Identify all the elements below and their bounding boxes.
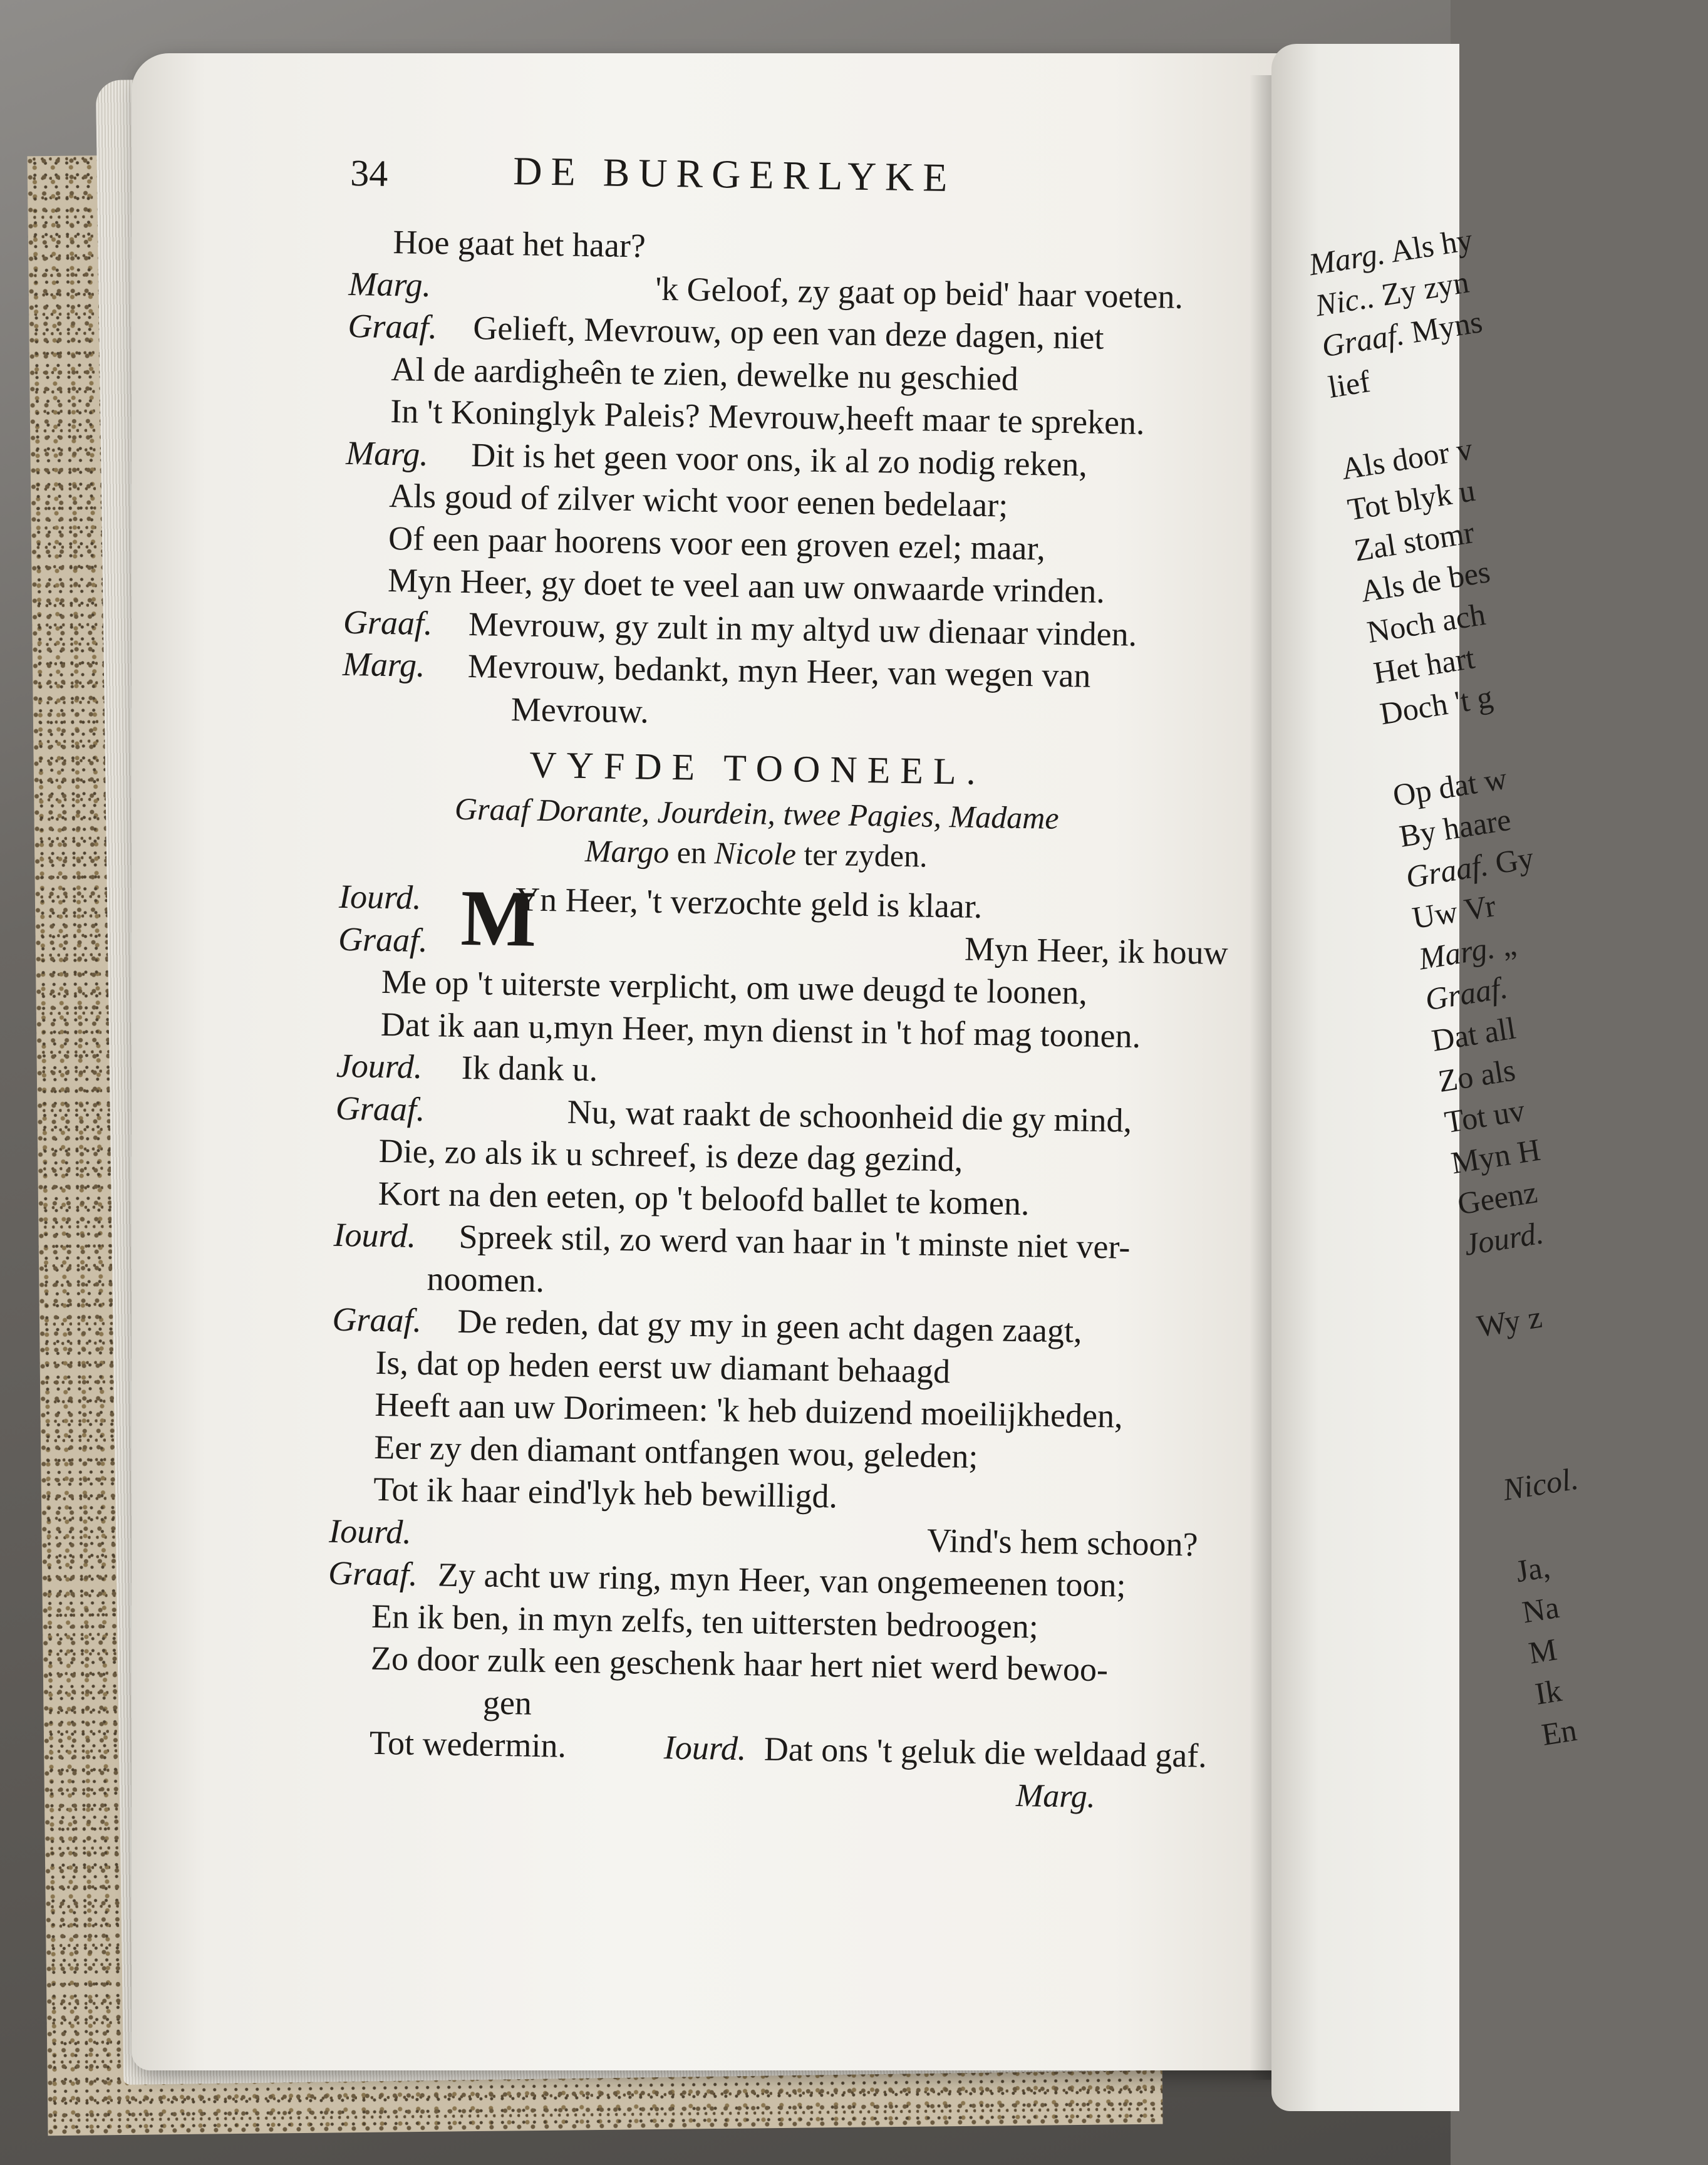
speaker-label: Graaf. [348, 306, 438, 346]
right-page-text: „ [1499, 926, 1519, 963]
verse-text: Dat ik aan u,myn Heer, myn dienst in 't hof mag toonen. [380, 1005, 1141, 1055]
verse-text: In 't Koninglyk Paleis? Mevrouw,heeft maar te spreken. [390, 392, 1146, 442]
right-page-speaker: Graaf. [1422, 969, 1510, 1017]
right-page-text: Geenz [1455, 1174, 1540, 1222]
page-text-block [324, 145, 1321, 1821]
right-page-speaker: Marg. [1306, 235, 1387, 283]
verse-text: Als goud of zilver wicht voor eenen bedelaar; [388, 477, 1008, 524]
speaker-label: Graaf. [335, 1089, 425, 1128]
speaker-label: Graaf. [328, 1554, 418, 1593]
verse-text: Zy acht uw ring, myn Heer, van ongemeenen toon; [437, 1555, 1127, 1604]
speaker-label: Marg. [348, 264, 432, 304]
right-page-speaker: Graaf. [1319, 316, 1407, 364]
verse-text: noomen. [427, 1259, 545, 1299]
verse-text: Heeft aan uw Dorimeen: 'k heb duizend moeilijkheden, [374, 1385, 1124, 1435]
right-page-text: lief [1325, 363, 1373, 405]
right-page-speaker: Jourd. [1461, 1215, 1546, 1262]
running-title: DE BURGERLYKE [512, 148, 956, 200]
verse-text: 'k Geloof, zy gaat op beid' haar voeten. [655, 269, 1184, 316]
stage-name-nicole: Nicole [714, 835, 797, 872]
right-page-text: M [1526, 1631, 1560, 1671]
verse-text: Dat ons 't geluk die weldaad gaf. [763, 1730, 1208, 1775]
right-page-text: Ik [1533, 1672, 1565, 1711]
catchword: Marg. [1015, 1777, 1096, 1815]
stage-name-margo: Margo [584, 833, 670, 870]
speaker-label: Iourd. [663, 1728, 747, 1768]
right-page-text: Als de bes [1358, 553, 1493, 609]
speaker-label: Marg. [342, 645, 425, 684]
verse-lines-bottom [326, 873, 1310, 1737]
right-page-text: Op dat w [1390, 760, 1509, 813]
verse-text: Mevrouw, gy zult in my altyd uw dienaar vinden. [468, 605, 1137, 653]
right-page-text: Zo als [1436, 1052, 1518, 1099]
right-page-text: Gy [1493, 839, 1536, 881]
right-page-speaker: Nicol. [1500, 1460, 1581, 1507]
page-number: 34 [349, 152, 388, 194]
speaker-label: Graaf. [338, 920, 428, 959]
right-page-speaker: Graaf. [1403, 847, 1491, 895]
right-page-text: Als hy [1387, 221, 1475, 269]
verse-text: Vind's hem schoon? [926, 1521, 1198, 1564]
right-page-text: Wy z [1474, 1299, 1545, 1344]
verse-text: Eer zy den diamant ontfangen wou, geleden; [373, 1428, 978, 1475]
speaker-label: Graaf. [332, 1300, 422, 1340]
verse-text: Nu, wat raakt de schoonheid die gy mind, [567, 1093, 1132, 1140]
right-page-text: En [1539, 1711, 1580, 1752]
stage-word-en: en [668, 834, 715, 871]
stage-direction-line-1: Graaf Dorante, Jourdein, twee Pagies, Madame [454, 791, 1060, 836]
verse-text: Me op 't uiterste verplicht, om uwe deugd te loonen, [381, 962, 1088, 1012]
stage-word-ter-zyden: ter zyden. [795, 836, 928, 874]
speaker-label: Marg. [345, 434, 429, 473]
right-page-text: Ja, [1513, 1549, 1553, 1589]
verse-text: Myn Heer, gy doet te veel aan uw onwaarde vrinden. [387, 561, 1105, 610]
speaker-label: Iourd. [333, 1215, 417, 1255]
right-page-text: Tot blyk u [1345, 472, 1478, 527]
right-page-text: Tot uv [1442, 1092, 1528, 1140]
verse-text: Ik dank u. [461, 1048, 598, 1089]
speaker-label: Jourd. [336, 1046, 423, 1086]
verse-text: Kort na den eeten, op 't beloofd ballet te komen. [378, 1174, 1030, 1222]
right-page-speaker: Nic.. [1313, 279, 1377, 323]
verse-text: gen [482, 1683, 532, 1722]
verse-text: Of een paar hoorens voor een groven ezel; maar, [388, 519, 1046, 567]
right-page-text [1306, 219, 1706, 1755]
speaker-label: Iourd. [328, 1512, 412, 1551]
verse-text: Die, zo als ik u schreef, is deze dag gezind, [378, 1131, 963, 1179]
verse-text: Myn Heer, ik houw [964, 930, 1229, 972]
verse-text: Tot wedermin. [369, 1723, 567, 1765]
right-page-text: Uw Vr [1409, 888, 1498, 936]
verse-text: Mevrouw. [510, 690, 650, 730]
right-page-text: By haare [1397, 801, 1513, 854]
right-page-text: Zy zyn [1379, 264, 1471, 313]
right-page-text: Zal stomr [1352, 514, 1477, 568]
verse-text: De reden, dat gy my in geen acht dagen zaagt, [457, 1302, 1082, 1350]
verse-text: Mevrouw, bedankt, myn Heer, van wegen van [467, 647, 1091, 695]
verse-lines-top [341, 221, 1320, 743]
right-page-speaker: Marg. [1416, 930, 1498, 977]
verse-text: Is, dat op heden eerst uw diamant behaagd [375, 1343, 951, 1390]
verse-text: Spreek stil, zo werd van haar in 't minste niet ver- [458, 1217, 1131, 1266]
right-page-text: Het hart [1371, 640, 1478, 691]
right-page-text: Noch ach [1364, 596, 1488, 650]
right-page-text: Dat all [1429, 1010, 1518, 1058]
verse-text: Yn Heer, 't verzochte geld is klaar. [515, 880, 983, 925]
right-page-text: Myn H [1448, 1131, 1543, 1181]
speaker-label: Iourd. [338, 877, 422, 916]
scene-heading: VYFDE TOONEEL. [529, 744, 986, 793]
verse-text: Hoe gaat het haar? [393, 223, 646, 265]
verse-text: Dit is het geen voor ons, ik al zo nodig reken, [470, 435, 1088, 484]
verse-text: Gelieft, Mevrouw, op een van deze dagen, niet [472, 309, 1104, 356]
drop-cap: M [460, 873, 537, 963]
right-page-text: Doch 't g [1377, 678, 1496, 732]
verse-text: En ik ben, in myn zelfs, ten uittersten bedroogen; [371, 1597, 1039, 1646]
verse-text: Zo door zulk een geschenk haar hert niet werd bewoo- [370, 1639, 1109, 1689]
verse-text: Al de aardigheên te zien, dewelke nu geschied [390, 350, 1019, 398]
right-page-text: Myns [1409, 303, 1485, 350]
right-page-text: Als door v [1338, 430, 1475, 487]
right-page-text: Na [1519, 1589, 1561, 1630]
speaker-label: Graaf. [343, 603, 433, 642]
verse-text: Tot ik haar eind'lyk heb bewilligd. [373, 1470, 838, 1515]
